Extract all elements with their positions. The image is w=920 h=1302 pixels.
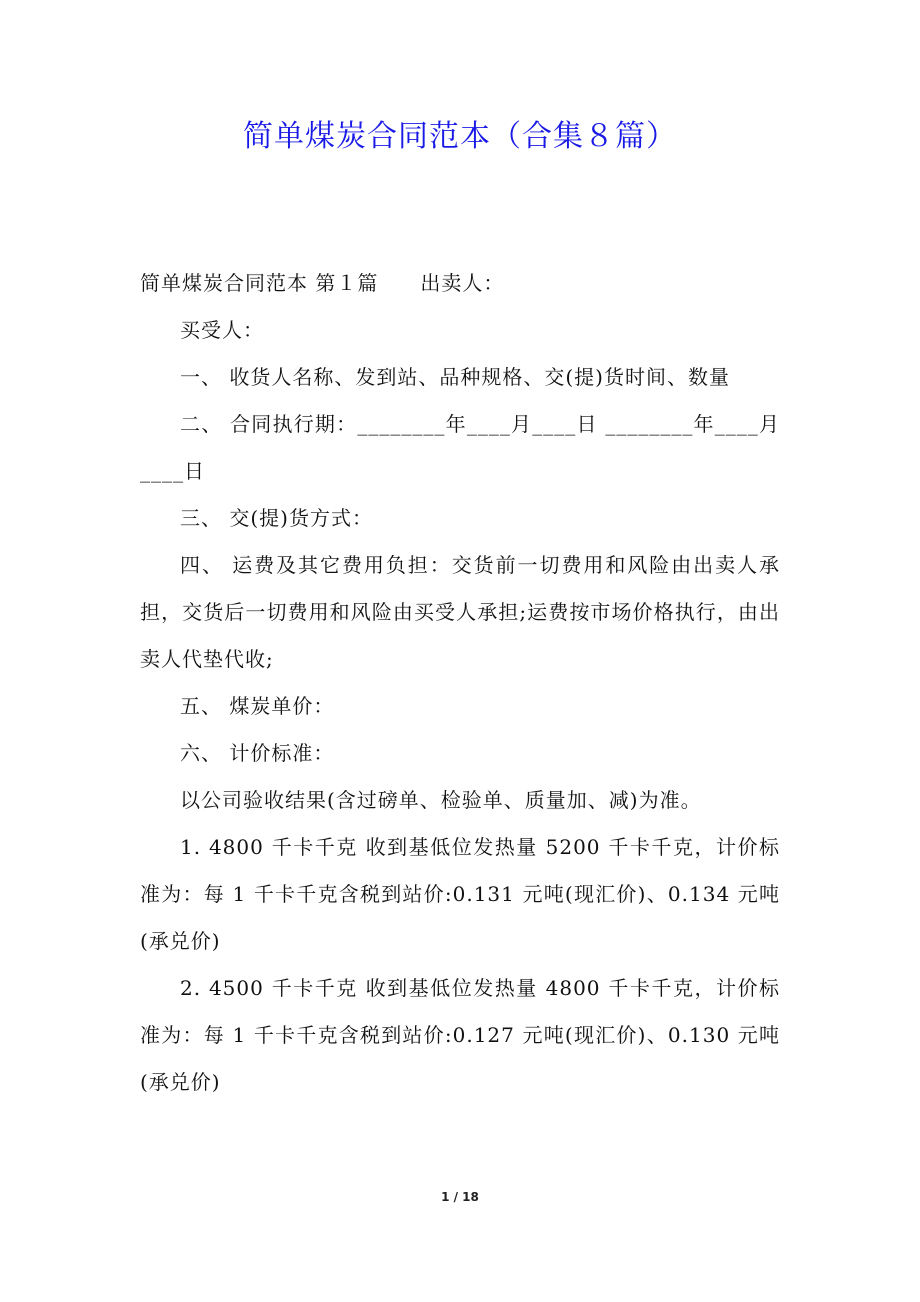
paragraph-heading-parties: 简单煤炭合同范本 第１篇 出卖人：: [140, 271, 505, 295]
paragraph-clause-2: 二、 合同执行期：________年____月____日 ________年____月____日: [140, 412, 780, 483]
page-number: 1 / 18: [441, 1190, 479, 1204]
paragraph-clause-6: 六、 计价标准：: [180, 741, 335, 765]
paragraph-clause-1: 一、 收货人名称、发到站、品种规格、交(提)货时间、数量: [180, 365, 730, 389]
document-title: 简单煤炭合同范本（合集８篇）: [243, 119, 677, 154]
document-body: [140, 260, 780, 1106]
paragraph-acceptance: 以公司验收结果(含过磅单、检验单、质量加、减)为准。: [180, 788, 702, 812]
paragraph-clause-4: 四、 运费及其它费用负担：交货前一切费用和风险由出卖人承担，交货后一切费用和风险由买受人承担;运费按市场价格执行，由出卖人代垫代收;: [140, 553, 780, 671]
paragraph-price-item-1: 1. 4800 千卡千克 收到基低位发热量 5200 千卡千克，计价标准为：每 1 千卡千克含税到站价:0.131 元吨(现汇价)、0.134 元吨(承兑价): [140, 835, 780, 953]
paragraph-clause-5: 五、 煤炭单价：: [180, 694, 335, 718]
paragraph-price-item-2: 2. 4500 千卡千克 收到基低位发热量 4800 千卡千克，计价标准为：每 1 千卡千克含税到站价:0.127 元吨(现汇价)、0.130 元吨(承兑价): [140, 976, 780, 1094]
paragraph-clause-3: 三、 交(提)货方式：: [180, 506, 373, 530]
paragraph-buyer: 买受人：: [180, 318, 264, 342]
